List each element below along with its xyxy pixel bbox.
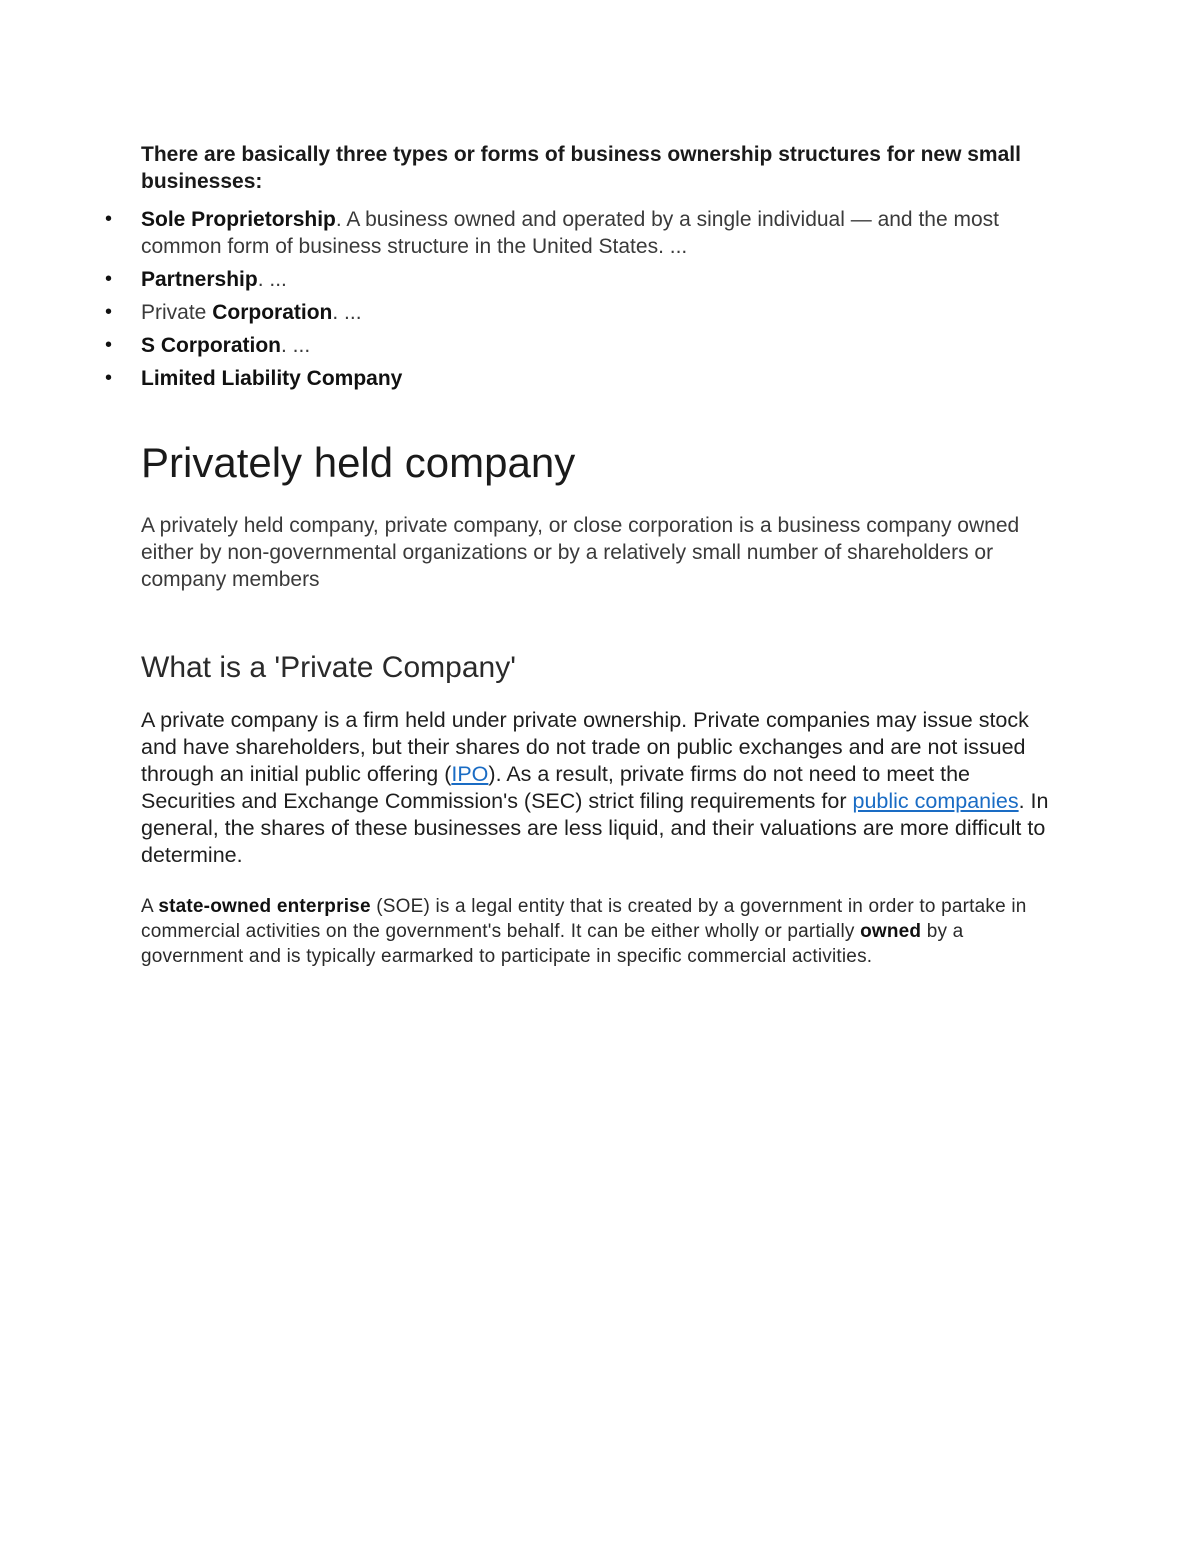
list-item bbox=[105, 299, 1061, 326]
soe-term: state-owned enterprise bbox=[158, 896, 371, 917]
intro-heading: There are basically three types or forms of business ownership structures for new small businesses: bbox=[141, 143, 1021, 193]
list-item-term: S Corporation bbox=[141, 334, 281, 357]
paragraph-text: A bbox=[141, 896, 159, 917]
private-company-paragraph bbox=[141, 707, 1061, 869]
ipo-link[interactable]: IPO bbox=[451, 762, 489, 786]
list-item bbox=[105, 266, 1061, 293]
list-item-text: . ... bbox=[257, 268, 287, 291]
list-item-term: Sole Proprietorship bbox=[141, 208, 336, 231]
what-is-private-company-heading: What is a 'Private Company' bbox=[141, 651, 516, 684]
private-company-definition: A privately held company, private company, or close corporation is a business company owned either by non-governmental organizations or by a relatively small number of shareholders or company members bbox=[141, 514, 1020, 591]
soe-paragraph bbox=[141, 894, 1061, 969]
document-page bbox=[105, 141, 1061, 969]
list-item-text: . ... bbox=[281, 334, 311, 357]
list-item-term: Limited Liability Company bbox=[141, 367, 403, 390]
list-item bbox=[105, 332, 1061, 359]
paragraph-text: by a government and is typically earmarked to participate in specific commercial activities. bbox=[141, 921, 964, 967]
public-companies-link[interactable]: public companies bbox=[852, 789, 1019, 813]
list-item-term: Corporation bbox=[212, 301, 333, 324]
bullet-icon: • bbox=[105, 367, 113, 389]
list-item-prefix: Private bbox=[141, 301, 213, 324]
business-types-list bbox=[105, 206, 1061, 392]
bullet-icon: • bbox=[105, 208, 113, 230]
owned-term: owned bbox=[860, 921, 922, 942]
paragraph-text: (SOE) is a legal entity that is created by a government in order to partake in commercial activities on the government's behalf. It can be either wholly or partially bbox=[141, 896, 1027, 942]
list-item bbox=[105, 206, 1061, 260]
list-item-text: . ... bbox=[332, 301, 362, 324]
paragraph-text: A private company is a firm held under private ownership. Private companies may issue stock and have shareholders, but their shares do not trade on public exchanges and are not issued through an initial public offering ( bbox=[141, 708, 1029, 786]
paragraph-text: ). As a result, private firms do not need to meet the Securities and Exchange Commission's (SEC) strict filing requirements for bbox=[141, 762, 971, 813]
bullet-icon: • bbox=[105, 301, 113, 323]
bullet-icon: • bbox=[105, 268, 113, 290]
list-item bbox=[105, 365, 1061, 392]
paragraph-text: . In general, the shares of these businesses are less liquid, and their valuations are more difficult to determine. bbox=[141, 789, 1049, 867]
list-item-term: Partnership bbox=[141, 268, 258, 291]
list-item-text: . A business owned and operated by a single individual — and the most common form of business structure in the United States. ... bbox=[141, 208, 999, 258]
privately-held-heading: Privately held company bbox=[141, 439, 576, 486]
bullet-icon: • bbox=[105, 334, 113, 356]
